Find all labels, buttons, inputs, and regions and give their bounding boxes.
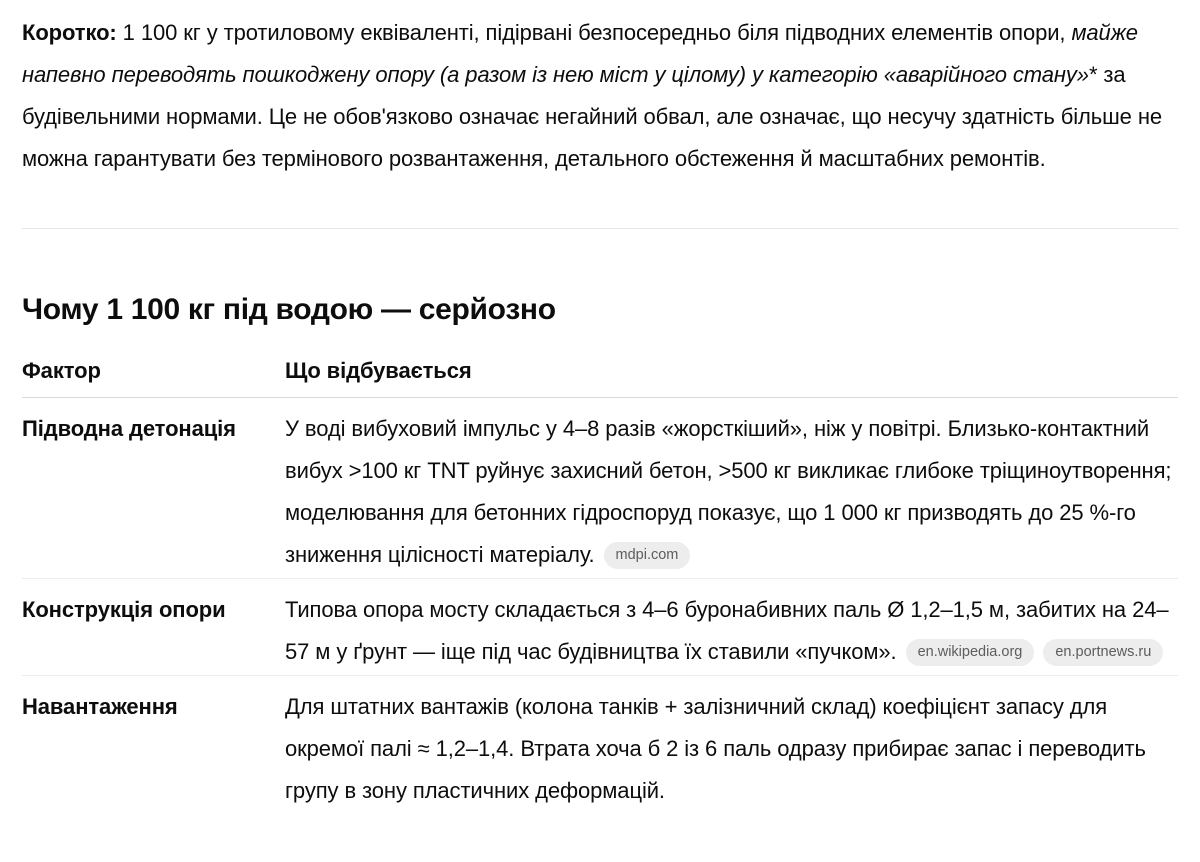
- citation-pill[interactable]: en.portnews.ru: [1043, 639, 1163, 666]
- factor-cell: Конструкція опори: [22, 597, 226, 622]
- footnote-marker: *: [1088, 62, 1098, 87]
- description-cell: [285, 589, 1178, 673]
- description-text: Типова опора мосту складається з 4–6 буронабивних паль Ø 1,2–1,5 м, забитих на 24–57 м у ґрунт — іще під час будівництва їх ставили «пучком».: [285, 597, 1169, 664]
- intro-paragraph: [22, 12, 1178, 180]
- table-body: [22, 398, 1178, 814]
- intro-lead-label: Коротко:: [22, 20, 117, 45]
- description-cell: [285, 686, 1178, 812]
- section-divider: [22, 228, 1178, 229]
- description-cell: [285, 408, 1178, 576]
- table-row: [22, 579, 1178, 676]
- factor-cell: Підводна детонація: [22, 416, 236, 441]
- table-row: [22, 676, 1178, 814]
- citation-pill[interactable]: mdpi.com: [604, 542, 691, 569]
- citation-pills: [595, 542, 691, 567]
- table-header-row: [22, 357, 1178, 398]
- factors-table: [22, 357, 1178, 814]
- section-heading: Чому 1 100 кг під водою — серйозно: [22, 293, 556, 326]
- factor-cell: Навантаження: [22, 694, 178, 719]
- table-row: [22, 398, 1178, 579]
- description-text: У воді вибуховий імпульс у 4–8 разів «жорсткіший», ніж у повітрі. Близько-контактний вибух >100 кг TNT руйнує захисний бетон, >500 кг викликає глибоке тріщиноутворення; моделювання для бетонних гідроспоруд показує, що 1 000 кг призводять до 25 %-го зниження цілісності матеріалу.: [285, 416, 1172, 567]
- intro-text-1: 1 100 кг у тротиловому еквіваленті, підірвані безпосередньо біля підводних елементів опори,: [116, 20, 1072, 45]
- description-text: Для штатних вантажів (колона танків + залізничний склад) коефіцієнт запасу для окремої палі ≈ 1,2–1,4. Втрата хоча б 2 із 6 паль одразу прибирає запас і переводить групу в зону пластичних деформацій.: [285, 694, 1146, 803]
- column-header-description: Що відбувається: [285, 358, 472, 383]
- citation-pill[interactable]: en.wikipedia.org: [906, 639, 1035, 666]
- column-header-factor: Фактор: [22, 358, 101, 383]
- intro-text-italic: майже напевно переводять пошкоджену опору (а разом із нею міст у цілому) у категорію «аварійного стану»: [22, 20, 1138, 87]
- citation-pills: [897, 639, 1164, 664]
- intro-text-2: за будівельними нормами. Це не обов'язково означає негайний обвал, але означає, що несучу здатність більше не можна гарантувати без термінового розвантаження, детального обстеження й масштабних ремонтів.: [22, 62, 1163, 171]
